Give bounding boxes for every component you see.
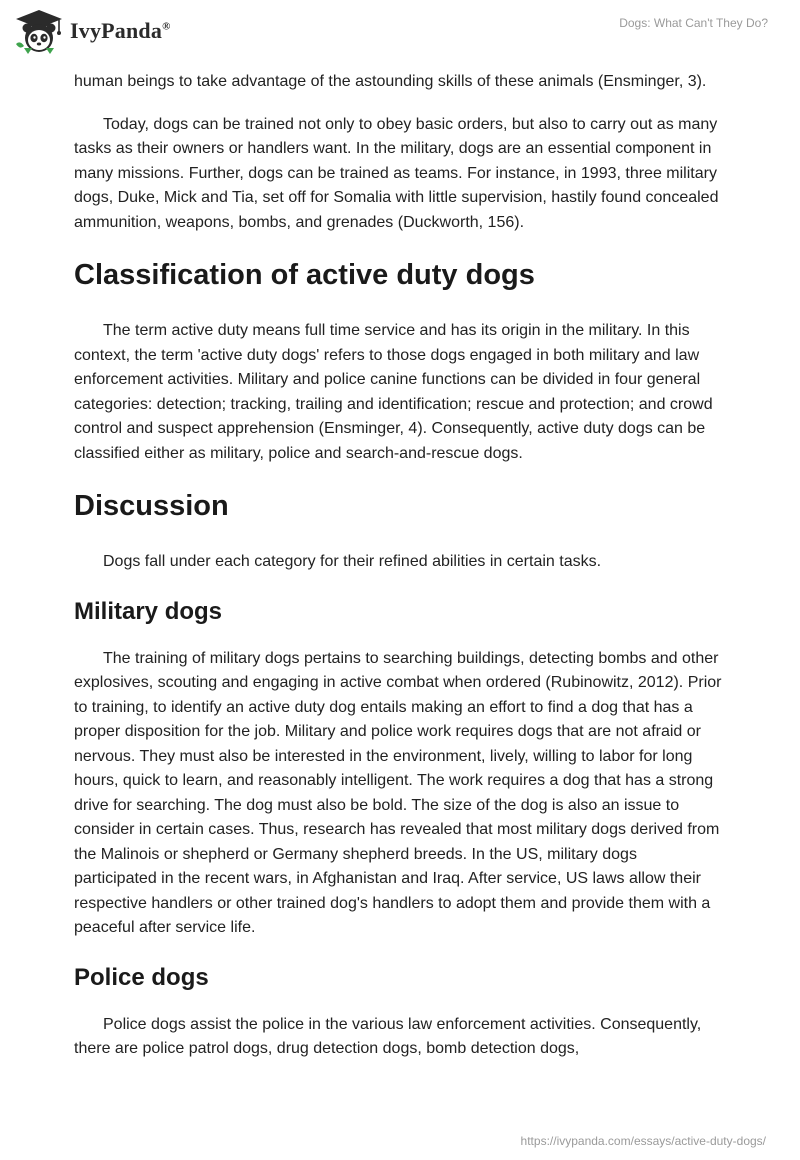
paragraph-discussion: Dogs fall under each category for their refined abilities in certain tasks. (103, 553, 602, 570)
logo-text: IvyPanda® (70, 18, 171, 43)
paragraph-military-dogs: The training of military dogs pertains to searching buildings, detecting bombs and other explosives, scouting and engaging in active combat when ordered (Rubinowitz, 2012). Prior to training, to identify an active duty dog entails making an effort to find a dog that has a proper disposition for the job. Military and police work requires dogs that are not afraid or nervous. They must also be interested in the environment, lively, willing to labor for long hours, quick to learn, and reasonably intelligent. The work requires a dog that has a strong drive for searching. The dog must also be bold. The size of the dog is also an issue to consider in certain cases. Thus, research has revealed that most military dogs derived from the Malinois or shepherd or Germany shepherd breeds. In the US, military dogs participated in the recent wars, in Afghanistan and Iraq. After service, US laws allow their respective handlers or other trained dog's handlers to adopt them and provide them with a peaceful after service life. (74, 649, 722, 936)
heading-military-dogs: Military dogs (74, 597, 223, 625)
paragraph-police-dogs: Police dogs assist the police in the various law enforcement activities. Consequently, there are police patrol dogs, drug detection dogs, bomb detection dogs, (74, 1015, 702, 1057)
paragraph-intro-continuation: human beings to take advantage of the astounding skills of these animals (Ensminger, 3). (74, 73, 707, 90)
logo[interactable] (14, 8, 171, 54)
page-title: Dogs: What Can't They Do? (619, 16, 768, 30)
heading-police-dogs: Police dogs (74, 963, 209, 991)
heading-classification: Classification of active duty dogs (74, 259, 535, 291)
page-header (0, 0, 800, 70)
essay-content (74, 70, 724, 1062)
panda-graduate-icon (14, 8, 64, 54)
paragraph-training: Today, dogs can be trained not only to obey basic orders, but also to carry out as many tasks as their owners or handlers want. In the military, dogs are an essential component in many missions. Further, dogs can be trained as teams. For instance, in 1993, three military dogs, Duke, Mick and Tia, set off for Somalia with little supervision, hastily found concealed ammunition, weapons, bombs, and grenades (Duckworth, 156). (74, 115, 719, 231)
heading-discussion: Discussion (74, 490, 229, 522)
paragraph-classification: The term active duty means full time service and has its origin in the military. In this context, the term 'active duty dogs' refers to those dogs engaged in both military and law enforcement activities. Military and police canine functions can be divided in four general categories: detection; tracking, trailing and identification; rescue and protection; and crowd control and suspect apprehension (Ensminger, 4). Consequently, active duty dogs can be classified either as military, police and search-and-rescue dogs. (74, 322, 713, 462)
footer-url[interactable]: https://ivypanda.com/essays/active-duty-dogs/ (520, 1134, 766, 1148)
